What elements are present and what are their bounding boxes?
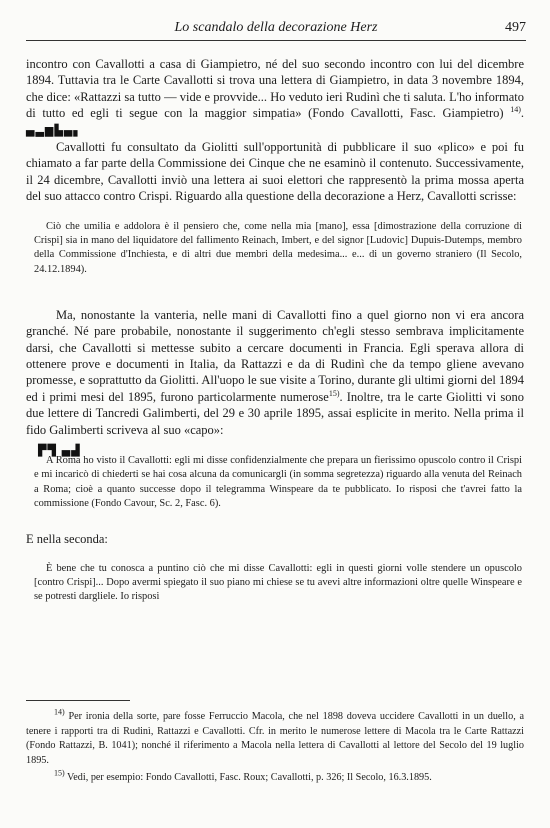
paragraph-continuation: incontro con Cavallotti a casa di Giampietro, né del suo secondo incontro con lui del dicembre 1894. Tuttavia tra le Carte Cavallotti si trova una lettera di Giampietro, in data 3 novembre 1894, che dice: «Rattazzi sa tutto — vide e provvide... Ho veduto ieri Rudinì che ti saluta. L'ho informato di tutto ed egli ti segue con la maggior simpatia» (Fondo Cavallotti, Fasc. Giampietro) $^{14)}$. ▄▃▆▙▄▖ [26, 57, 524, 137]
footnote-divider [26, 700, 130, 701]
footnote-15 [26, 768, 524, 786]
main-text [26, 56, 524, 605]
footnote-ref-14: 14) [510, 105, 521, 115]
ink-mark: ▄▃▆▙▄▖ [26, 123, 83, 137]
page-number: 497 [505, 20, 526, 35]
paragraph-commission: Cavallotti fu consultato da Giolitti sull'opportunità di pubblicare il suo «plico» e poi fu chiamato a far parte della Commissione dei Cinque che ne esaminò il contenuto. Successivamente, il 24 dicembre, Cavallotti inviò una lettera ai suoi elettori che rappresentò la prima mossa aperta del suo attacco contro Crispi. Riguardo alla questione della decorazione a Herz, Cavallotti scrisse: [26, 140, 524, 204]
running-title: Lo scandalo della decorazione Herz [174, 20, 378, 35]
footnote-text: Per ironia della sorte, pare fosse Ferruccio Macola, che nel 1898 doveva uccidere Cavallotti in un duello, a tenere i rapporti tra di Rudinì, Rattazzi e Cavallotti. Cfr. in merito le numerose lettere di Macola tra le Carte Rattazzi (Fondo Rattazzi, B. 1041); nonché il riferimento a Macola nella lettera di Cavallotti al lettore del Secolo del 19 luglio 1895. [26, 711, 525, 766]
paragraph-giolitti: Ma, nonostante la vanteria, nelle mani di Cavallotti fino a quel giorno non vi era ancora granché. Né pare probabile, nonostante il suggerimento ch'egli stesso sembrava implicitamente darsi, che Cavallotti si mettesse subito a cercare documenti in Francia. Egli sperava allora di ottenere prove e documenti in Italia, da Rattazzi e da di Rudinì che da tempo gliene avevano promesse, e soprattutto da Giolitti. All'uopo le sue visite a Torino, durante gli ultimi giorni del 1894 ed i primi mesi del 1895, furono particolarmente numerose$^{15)}$. Inoltre, tra le carte Giolitti vi sono due lettere di Tancredi Galimberti, del 29 e 30 aprile 1895, assai esplicite in merito. Nella prima il fido Galimberti scriveva al suo «capo»: [26, 307, 524, 437]
footnote-marker: 15) [54, 768, 65, 778]
paragraph-second-letter: E nella seconda: [26, 532, 108, 547]
footnote-text: Vedi, per esempio: Fondo Cavallotti, Fasc. Roux; Cavallotti, p. 326; Il Secolo, 16.3.1895. [67, 772, 432, 783]
block-quote-galimberti-2: È bene che tu conosca a puntino ciò che mi disse Cavallotti: egli in questi giorni volle stendere un opuscolo [contro Crispi]... Dopo avermi spiegato il suo piano mi chiese se tu avevi altre informazioni oltre quelle Winspeare e se potresti dargliele. Io risposi [34, 562, 522, 603]
ink-mark-2: ▛▜ ▄▟ [38, 444, 81, 458]
footnotes [26, 707, 525, 786]
footnote-14 [26, 707, 525, 768]
running-header [26, 20, 526, 41]
block-quote-galimberti-1: A Roma ho visto il Cavallotti: egli mi disse confidenzialmente che prepara un fierissimo opuscolo contro il Crispi e mi incaricò di chiederti se hai cosa alcuna da comunicargli (in somma segretezza) riguardo alla venuta del Reinach a Roma; cioè a quanto successe dopo il telegramma Winspeare da te pubblicato. Io risposi che t'avrei fatto la commissione (Fondo Cavour, Sc. 2, Fasc. 6). [34, 455, 522, 509]
block-quote-letter: Ciò che umilia e addolora è il pensiero che, come nella mia [mano], essa [dimostrazione della corruzione di Crispi] sia in mano del liquidatore del fallimento Reinach, Imbert, e del signor [Ludovic] Dupuis-Dutemps, membro della Commissione d'Inchiesta, e di altri due membri della medesima... e... di un governo straniero (Il Secolo, 24.12.1894). [34, 220, 522, 275]
footnote-marker: 14) [54, 707, 65, 717]
footnote-ref-15: 15) [328, 388, 340, 398]
